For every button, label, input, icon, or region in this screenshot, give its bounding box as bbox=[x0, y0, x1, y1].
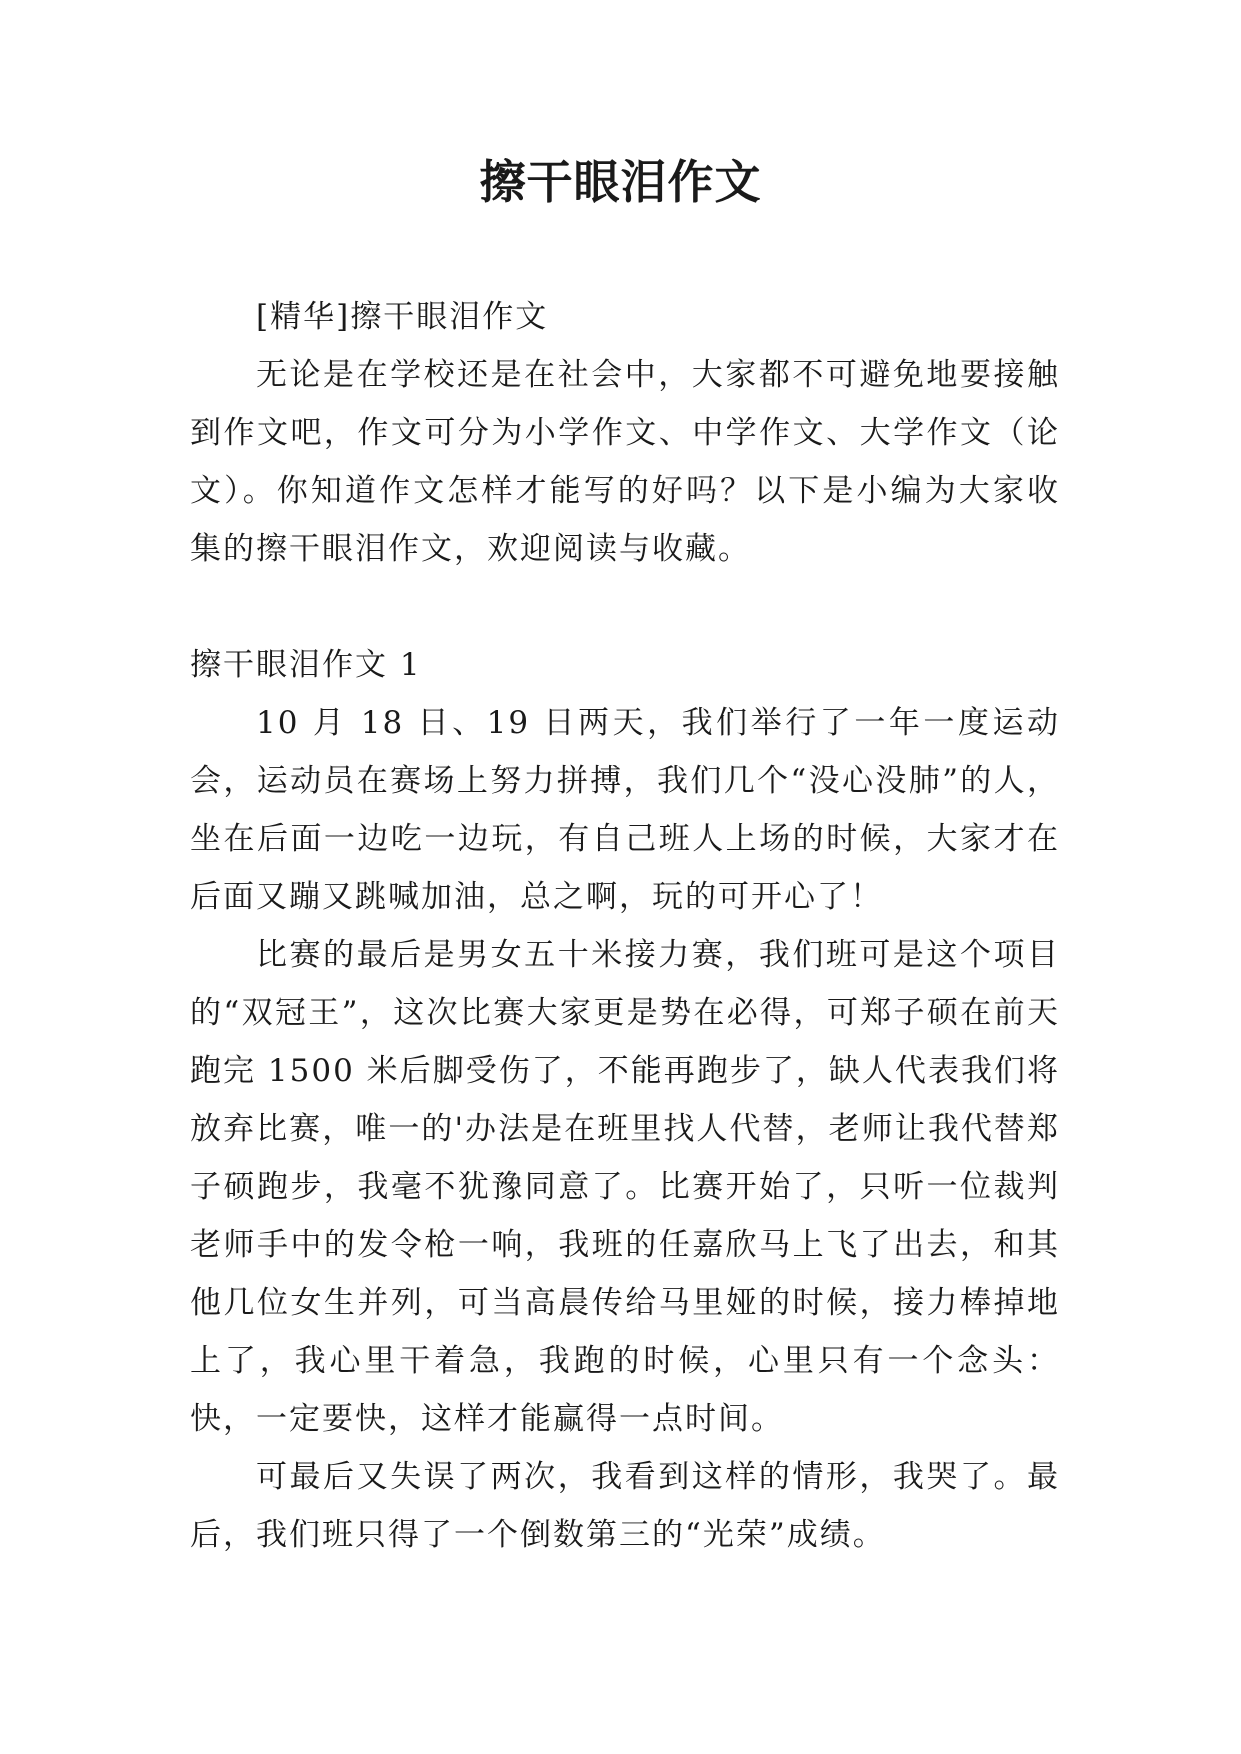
document-body bbox=[190, 288, 1060, 1564]
body-paragraph: 可最后又失误了两次，我看到这样的情形，我哭了。最后，我们班只得了一个倒数第三的“光荣”成绩。 bbox=[190, 1459, 1060, 1553]
intro-paragraph: 无论是在学校还是在社会中，大家都不可避免地要接触到作文吧，作文可分为小学作文、中学作文、大学作文（论文）。你知道作文怎样才能写的好吗？以下是小编为大家收集的擦干眼泪作文，欢迎阅读与收藏。 bbox=[190, 357, 1060, 567]
body-paragraph: 比赛的最后是男女五十米接力赛，我们班可是这个项目的“双冠王”，这次比赛大家更是势在必得，可郑子硕在前天跑完 1500 米后脚受伤了，不能再跑步了，缺人代表我们将放弃比赛，唯一的'办法是在班里找人代替，老师让我代替郑子硕跑步，我毫不犹豫同意了。比赛开始了，只听一位裁判老师手中的发令枪一响，我班的任嘉欣马上飞了出去，和其他几位女生并列，可当高晨传给马里娅的时候，接力棒掉地上了，我心里干着急，我跑的时候，心里只有一个念头：快，一定要快，这样才能赢得一点时间。 bbox=[190, 937, 1060, 1437]
paragraph-spacer bbox=[190, 578, 1060, 636]
section-heading: 擦干眼泪作文 1 bbox=[190, 647, 422, 683]
intro-heading: [精华]擦干眼泪作文 bbox=[256, 299, 549, 335]
body-paragraph: 10 月 18 日、19 日两天，我们举行了一年一度运动会，运动员在赛场上努力拼搏，我们几个“没心没肺”的人，坐在后面一边吃一边玩，有自己班人上场的时候，大家才在后面又蹦又跳喊加油，总之啊，玩的可开心了！ bbox=[190, 705, 1060, 915]
document-title: 擦干眼泪作文 bbox=[479, 155, 762, 209]
